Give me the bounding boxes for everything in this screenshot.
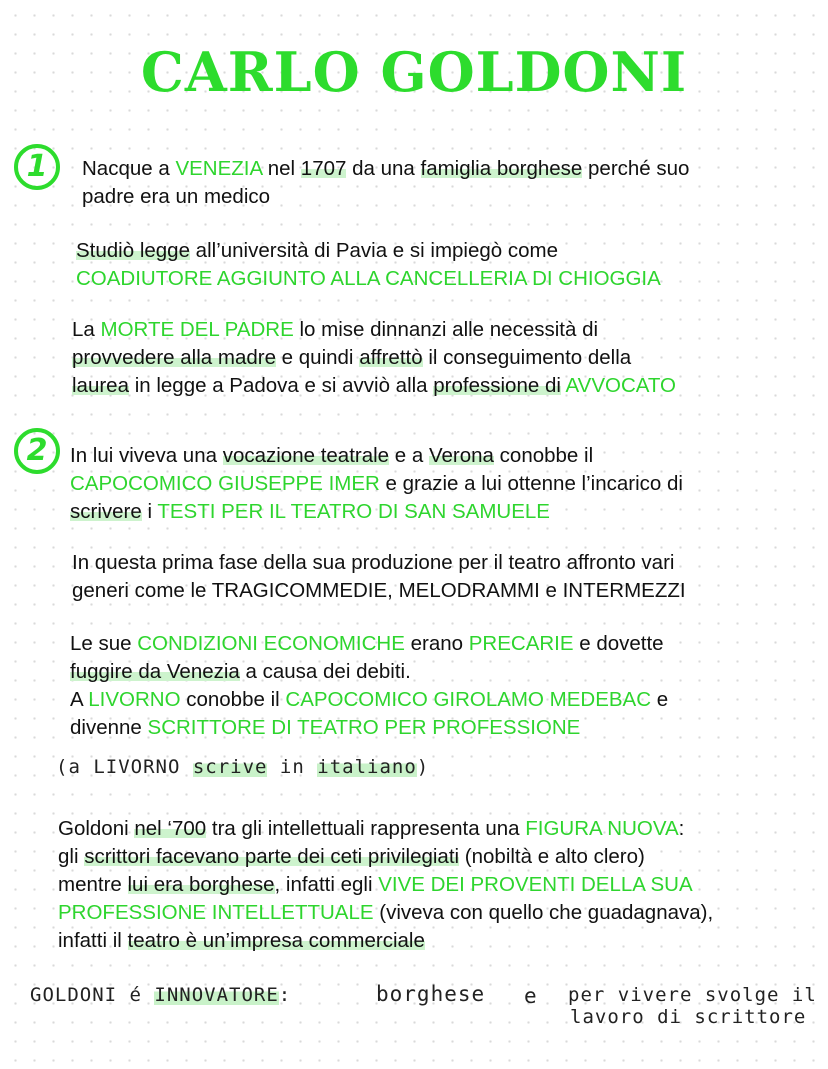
paragraph-studies: Studiò legge all’università di Pavia e si impiegò come COADIUTORE AGGIUNTO ALLA CANCELLERIA DI CHIOGGIA [76, 239, 661, 290]
paragraph-new-figure: Goldoni nel ‘700 tra gli intellettuali rappresenta una FIGURA NUOVA: gli scrittori facevano parte dei ceti privilegiati (nobiltà e alto clero) mentre lui era borghese, infatti egli VIVE DEI PROVENTI DELLA SUA PROFESSIONE INTELLETTUALE (viveva con quello che guadagnava), infatti il teatro è un’impresa commerciale [58, 817, 714, 952]
handwritten-line-per-vivere: per vivere svolge il [568, 984, 817, 1006]
handwritten-word-borghese: borghese [376, 982, 486, 1006]
paragraph-livorno: Le sue CONDIZIONI ECONOMICHE erano PRECARIE e dovette fuggire da Venezia a causa dei debiti. A LIVORNO conobbe il CAPOCOMICO GIROLAMO MEDEBAC e divenne SCRITTORE DI TEATRO PER PROFESSIONE [70, 632, 669, 739]
handwritten-word-e: e [524, 984, 538, 1008]
section-number-2: 2 [14, 428, 60, 474]
paragraph-birth: Nacque a VENEZIA nel 1707 da una famiglia borghese perché suo padre era un medico [82, 157, 690, 208]
page-title: CARLO GOLDONI [140, 40, 688, 104]
section-number-1: 1 [14, 144, 60, 190]
handwritten-note-innovatore: GOLDONI é INNOVATORE: [30, 984, 292, 1006]
paragraph-theatre-vocation: In lui viveva una vocazione teatrale e a Verona conobbe il CAPOCOMICO GIUSEPPE IMER e grazie a lui ottenne l’incarico di scrivere i TESTI PER IL TEATRO DI SAN SAMUELE [70, 444, 683, 523]
paragraph-first-phase: In questa prima fase della sua produzione per il teatro affronto vari generi come le TRAGICOMMEDIE, MELODRAMMI e INTERMEZZI [72, 551, 686, 602]
paragraph-father-death: La MORTE DEL PADRE lo mise dinnanzi alle necessità di provvedere alla madre e quindi affrettò il conseguimento della laurea in legge a Padova e si avviò alla professione di AVVOCATO [72, 318, 676, 397]
handwritten-note-livorno: (a LIVORNO scrive in italiano) [56, 756, 430, 778]
handwritten-line-lavoro: lavoro di scrittore [570, 1006, 807, 1028]
